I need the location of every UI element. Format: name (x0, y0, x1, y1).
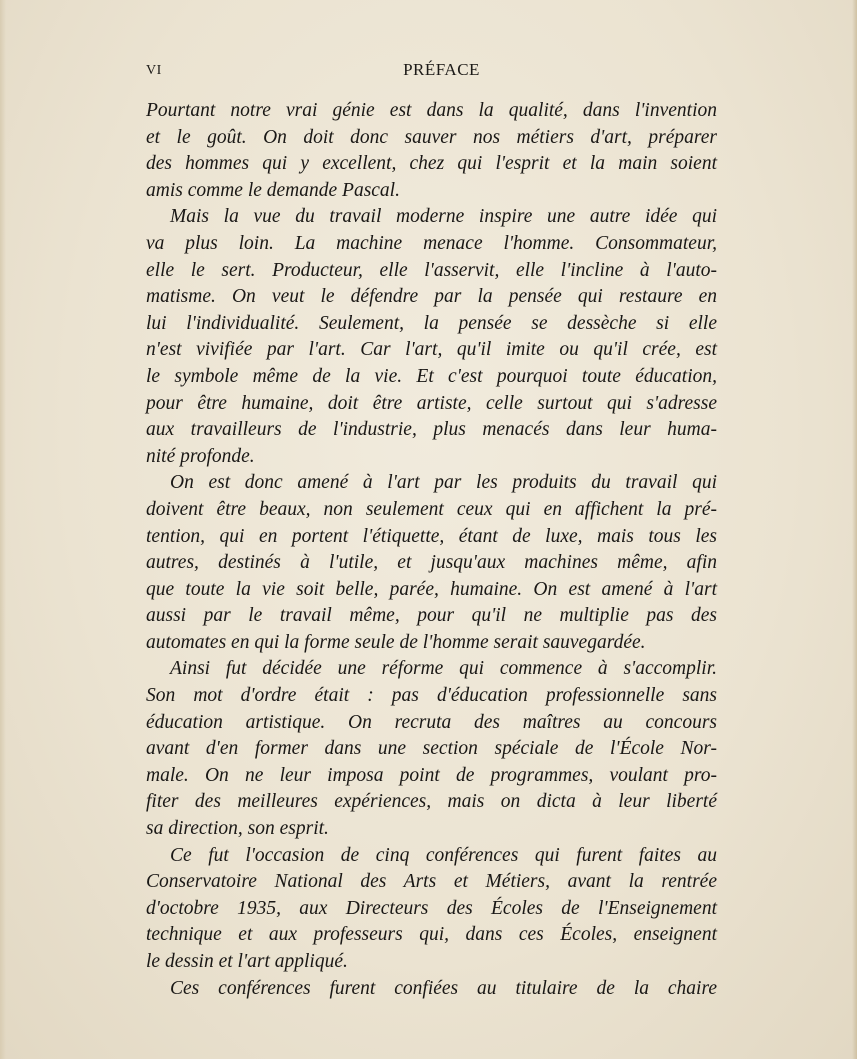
text-line: sa direction, son esprit. (146, 818, 329, 840)
text-line: aussi par le travail même, pour qu'il ne multiplie pas des (146, 605, 717, 627)
text-line: des hommes qui y excellent, chez qui l'esprit et la main soient (146, 153, 717, 175)
paragraph (146, 843, 717, 976)
paragraph (146, 98, 717, 204)
paragraph (146, 976, 717, 1003)
text-line: Pourtant notre vrai génie est dans la qualité, dans l'invention (146, 100, 717, 121)
text-line: Ainsi fut décidée une réforme qui commence à s'accomplir. (170, 658, 717, 680)
text-line: avant d'en former dans une section spéciale de l'École Nor- (146, 738, 717, 760)
text-line: lui l'individualité. Seulement, la pensée se dessèche si elle (146, 312, 717, 334)
text-line: aux travailleurs de l'industrie, plus menacés dans leur huma- (146, 419, 717, 441)
paragraph (146, 470, 717, 656)
text-line: amis comme le demande Pascal. (146, 179, 400, 201)
text-line: Son mot d'ordre était : pas d'éducation professionnelle sans (146, 685, 717, 707)
text-line: éducation artistique. On recruta des maîtres au concours (146, 711, 717, 733)
text-line: le symbole même de la vie. Et c'est pourquoi toute éducation, (146, 365, 717, 387)
page-header (146, 60, 717, 86)
text-line: matisme. On veut le défendre par la pensée qui restaure en (146, 286, 717, 308)
text-line: autres, destinés à l'utile, et jusqu'aux machines même, afin (146, 552, 717, 574)
text-line: n'est vivifiée par l'art. Car l'art, qu'il imite ou qu'il crée, est (146, 339, 717, 361)
text-line: fiter des meilleures expériences, mais on dicta à leur liberté (146, 791, 717, 813)
text-line: Conservatoire National des Arts et Métiers, avant la rentrée (146, 871, 717, 893)
paragraph (146, 204, 717, 470)
running-title: PRÉFACE (403, 60, 480, 79)
text-line: doivent être beaux, non seulement ceux qui en affichent la pré- (146, 498, 717, 520)
text-line: male. On ne leur imposa point de programmes, voulant pro- (146, 764, 717, 786)
text-line: Mais la vue du travail moderne inspire une autre idée qui (170, 206, 717, 228)
text-line: Ce fut l'occasion de cinq conférences qui furent faites au (170, 844, 717, 866)
paragraph (146, 656, 717, 842)
text-line: On est donc amené à l'art par les produits du travail qui (170, 472, 717, 494)
text-line: que toute la vie soit belle, parée, humaine. On est amené à l'art (146, 578, 717, 600)
text-line: automates en qui la forme seule de l'homme serait sauvegardée. (146, 631, 646, 653)
page-number: VI (146, 63, 162, 78)
text-line: technique et aux professeurs qui, dans ces Écoles, enseignent (146, 924, 717, 946)
text-line: le dessin et l'art appliqué. (146, 951, 348, 972)
text-line: d'octobre 1935, aux Directeurs des Écoles de l'Enseignement (146, 897, 717, 919)
text-line: Ces conférences furent confiées au titulaire de la chaire (170, 977, 717, 999)
page-edge-shadow-left (0, 0, 6, 1059)
text-line: tention, qui en portent l'étiquette, étant de luxe, mais tous les (146, 525, 717, 547)
text-line: elle le sert. Producteur, elle l'asservit, elle l'incline à l'auto- (146, 259, 717, 281)
preface-body-text (146, 98, 717, 1002)
page-edge-shadow-right (852, 0, 857, 1059)
text-line: nité profonde. (146, 445, 255, 467)
text-line: va plus loin. La machine menace l'homme. Consommateur, (146, 232, 717, 254)
text-line: pour être humaine, doit être artiste, celle surtout qui s'adresse (146, 392, 717, 414)
text-line: et le goût. On doit donc sauver nos métiers d'art, préparer (146, 126, 717, 148)
